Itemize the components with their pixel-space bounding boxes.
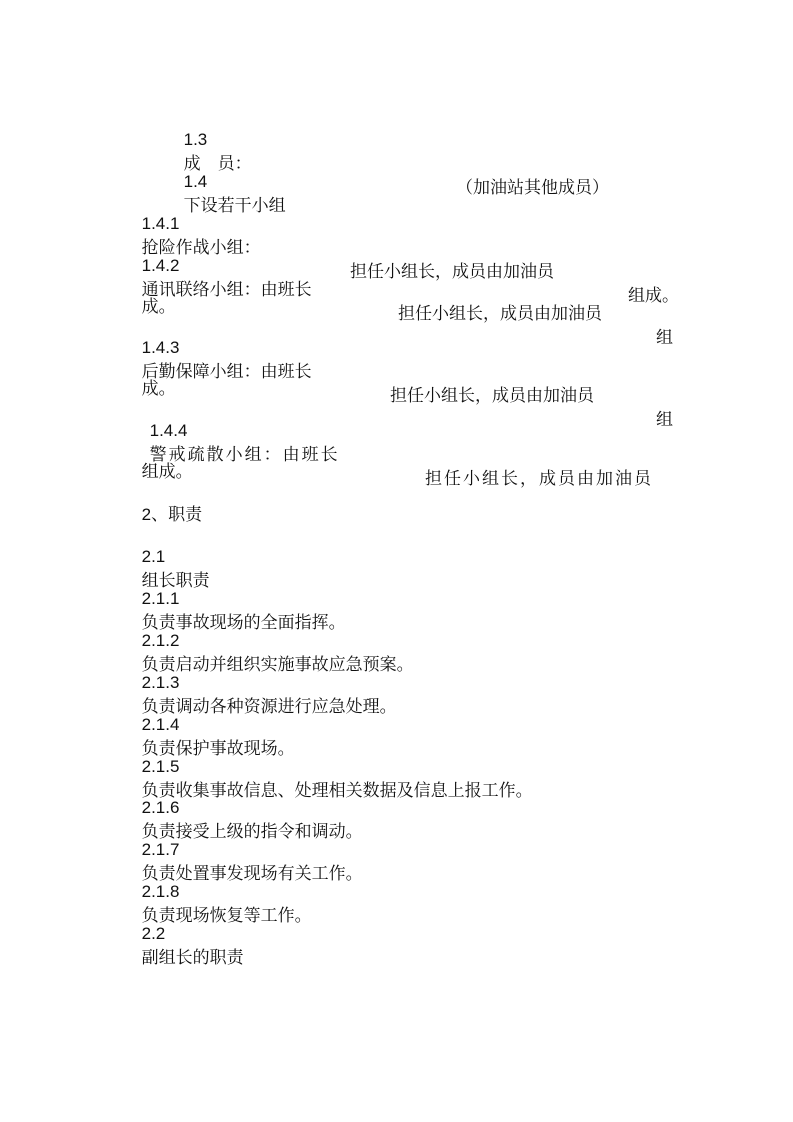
line-text: 成。 — [141, 379, 176, 399]
section-number: 2.1.8 — [141, 882, 180, 901]
line-mid: 担任小组长，成员由加油员 — [350, 262, 554, 282]
line-text: 负责收集事故信息、处理相关数据及信息上报工作。 — [141, 781, 533, 801]
section-number: 1.4.1 — [141, 214, 180, 233]
line-text: 负责保护事故现场。 — [141, 739, 295, 759]
line-text: 组长职责 — [141, 571, 210, 591]
section-number: 2.1.1 — [141, 589, 180, 608]
section-number: 1.4.2 — [141, 256, 180, 275]
section-number: 2、 — [141, 505, 169, 524]
line-text: 成 员： — [183, 154, 252, 174]
heading-2-2-deputy-duties — [120, 898, 675, 994]
line-tail: 组成。 — [628, 286, 679, 306]
line-text: 职责 — [168, 505, 203, 525]
section-number: 2.1 — [141, 547, 166, 566]
line-text: 通讯联络小组：由班长 — [141, 280, 312, 300]
section-number: 2.1.6 — [141, 798, 180, 817]
section-number: 2.1.7 — [141, 840, 180, 859]
line-text: 负责接受上级的指令和调动。 — [141, 822, 363, 842]
line-text: 警戒疏散小组：由班长 — [149, 445, 340, 465]
line-tail: 组 — [656, 328, 673, 348]
line-text: 成。 — [141, 297, 176, 317]
line-tail: （加油站其他成员） — [456, 178, 609, 198]
section-number: 2.1.4 — [141, 715, 180, 734]
line-tail: 组 — [656, 410, 673, 430]
line-mid: 担任小组长，成员由加油员 — [398, 304, 602, 324]
section-number: 2.1.5 — [141, 757, 180, 776]
section-number: 1.4.4 — [149, 421, 188, 440]
line-text: 下设若干小组 — [183, 196, 286, 216]
line-text: 副组长的职责 — [141, 948, 244, 968]
line-text: 负责启动并组织实施事故应急预案。 — [141, 655, 414, 675]
line-text: 负责处置事发现场有关工作。 — [141, 864, 363, 884]
line-text: 负责事故现场的全面指挥。 — [141, 613, 346, 633]
line-text: 负责调动各种资源进行应急处理。 — [141, 697, 397, 717]
section-number: 1.4.3 — [141, 338, 180, 357]
line-text: 组成。 — [141, 462, 193, 482]
section-number: 2.2 — [141, 924, 166, 943]
section-number: 2.1.3 — [141, 673, 180, 692]
section-number: 1.4 — [183, 172, 208, 191]
line-text: 后勤保障小组：由班长 — [141, 362, 312, 382]
section-number: 2.1.2 — [141, 631, 180, 650]
section-number: 1.3 — [183, 130, 208, 149]
line-text: 抢险作战小组： — [141, 238, 261, 258]
line-mid: 担任小组长，成员由加油员 — [390, 386, 594, 406]
line-text: 负责现场恢复等工作。 — [141, 906, 312, 926]
line-mid: 担任小组长，成员由加油员 — [425, 469, 653, 489]
